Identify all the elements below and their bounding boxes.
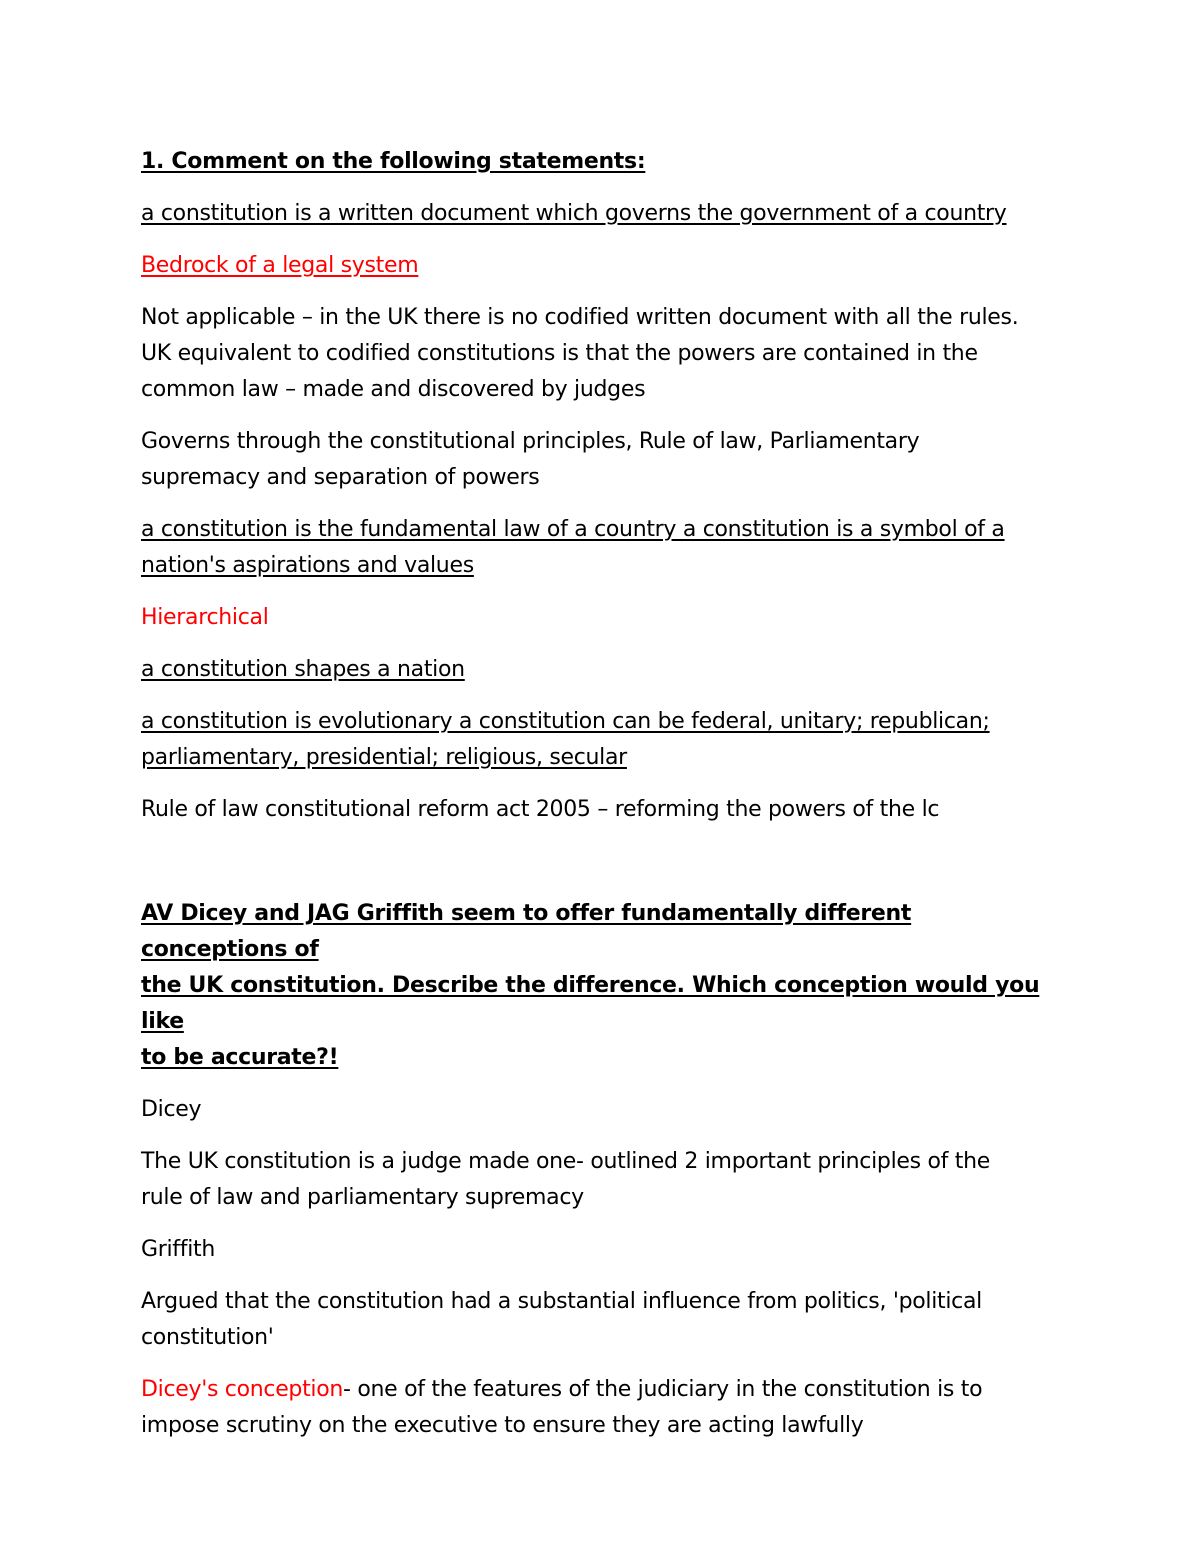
statement-fundamental-law — [141, 512, 1061, 584]
heading-line: to be accurate?! — [141, 1045, 339, 1070]
paragraph-dicey — [141, 1144, 1061, 1216]
paragraph-line: Not applicable – in the UK there is no codified written document with all the rules. — [141, 305, 1019, 330]
paragraph-line: UK equivalent to codified constitutions is that the powers are contained in the — [141, 341, 978, 366]
statement-text: a constitution is a written document which governs the government of a country — [141, 201, 1007, 226]
statement-line: parliamentary, presidential; religious, secular — [141, 745, 627, 770]
heading-text: 1. Comment on the following statements: — [141, 149, 646, 174]
statement-text: a constitution shapes a nation — [141, 657, 465, 682]
paragraph-governs — [141, 424, 1061, 496]
paragraph-line: Argued that the constitution had a substantial influence from politics, 'political — [141, 1289, 982, 1314]
statement-evolutionary — [141, 704, 1061, 776]
statement-line: a constitution is evolutionary a constitution can be federal, unitary; republican; — [141, 709, 990, 734]
paragraph-line: rule of law and parliamentary supremacy — [141, 1185, 584, 1210]
red-note-hierarchical — [141, 600, 1061, 636]
question-heading — [141, 144, 1061, 180]
statement-line: nation's aspirations and values — [141, 553, 474, 578]
document-page — [141, 144, 1061, 1460]
paragraph-line: The UK constitution is a judge made one- outlined 2 important principles of the — [141, 1149, 990, 1174]
paragraph-line: common law – made and discovered by judges — [141, 377, 646, 402]
griffith-label — [141, 1232, 1061, 1268]
statement-line: a constitution is the fundamental law of a country a constitution is a symbol of a — [141, 517, 1005, 542]
blank-line — [141, 844, 1061, 896]
heading-line: AV Dicey and JAG Griffith seem to offer fundamentally different conceptions of — [141, 901, 912, 962]
red-note-bedrock — [141, 248, 1061, 284]
dicey-label — [141, 1092, 1061, 1128]
paragraph-line: supremacy and separation of powers — [141, 465, 540, 490]
red-inline-text: Dicey's conception — [141, 1377, 344, 1402]
statement-written-document — [141, 196, 1061, 232]
paragraph-line: constitution' — [141, 1325, 274, 1350]
label-text: Griffith — [141, 1237, 215, 1262]
paragraph-rule-of-law — [141, 792, 1061, 828]
label-text: Dicey — [141, 1097, 202, 1122]
heading-line: the UK constitution. Describe the difference. Which conception would you like — [141, 973, 1040, 1034]
paragraph-dicey-conception — [141, 1372, 1061, 1444]
paragraph-griffith — [141, 1284, 1061, 1356]
paragraph-line: Rule of law constitutional reform act 2005 – reforming the powers of the lc — [141, 797, 940, 822]
red-note-text: Hierarchical — [141, 605, 269, 630]
paragraph-line: impose scrutiny on the executive to ensure they are acting lawfully — [141, 1413, 864, 1438]
paragraph-line: - one of the features of the judiciary in the constitution is to — [343, 1377, 983, 1402]
red-note-text: Bedrock of a legal system — [141, 253, 419, 278]
question-heading-dicey-griffith — [141, 896, 1061, 1076]
statement-shapes-nation — [141, 652, 1061, 688]
paragraph-line: Governs through the constitutional principles, Rule of law, Parliamentary — [141, 429, 920, 454]
paragraph-not-applicable — [141, 300, 1061, 408]
